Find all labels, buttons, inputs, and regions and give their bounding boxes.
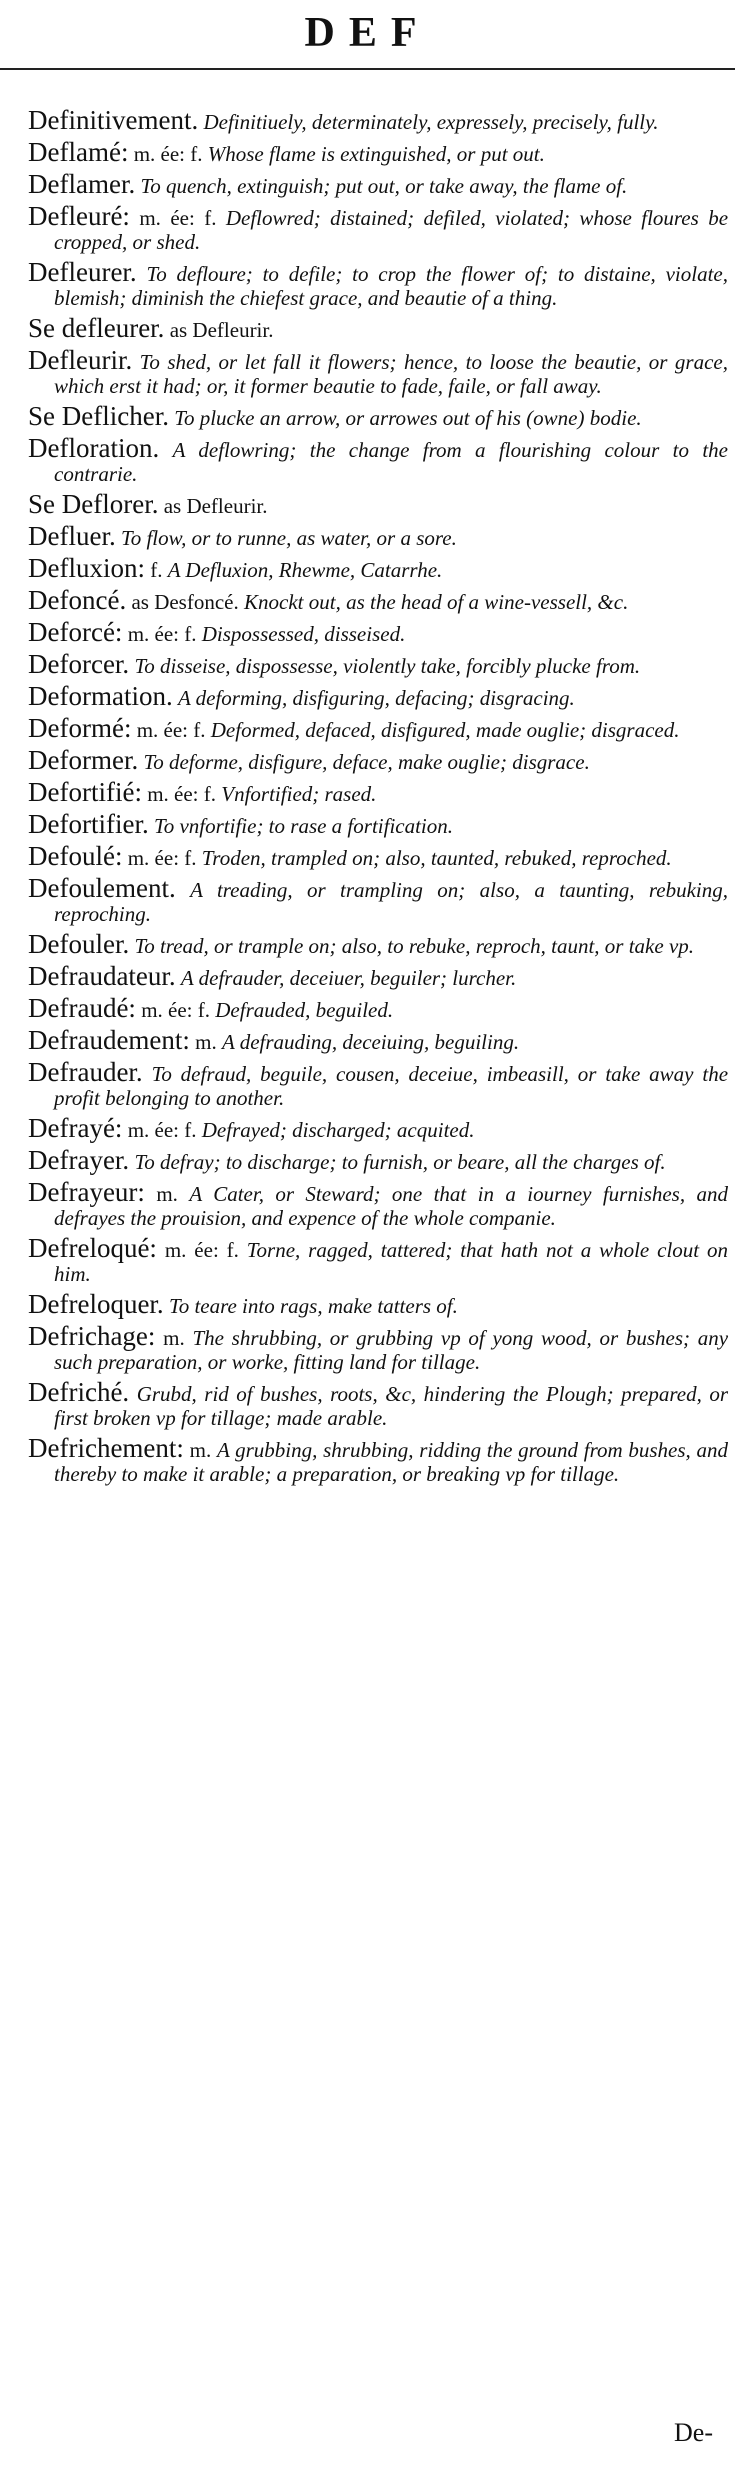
dictionary-entry (28, 521, 728, 551)
entry-grammar: as Defleurir. (163, 494, 268, 518)
dictionary-entry (28, 1145, 728, 1175)
entry-headword: Deformer. (28, 745, 139, 775)
entry-headword: Deformé: (28, 713, 132, 743)
entry-definition: A defrauder, deceiuer, beguiler; lurcher. (180, 966, 517, 990)
dictionary-entry (28, 1377, 728, 1430)
entry-headword: Defraudateur. (28, 961, 176, 991)
dictionary-entry (28, 1177, 729, 1230)
entry-headword: Defouler. (28, 929, 130, 959)
entry-grammar: m. (163, 1326, 185, 1350)
entry-grammar: f. (150, 558, 163, 582)
entry-definition: Torne, ragged, tattered; that hath not a whole clout on him. (54, 1238, 729, 1286)
entry-headword: Defleuré: (28, 201, 130, 231)
entry-definition: A deforming, disfiguring, defacing; disgracing. (177, 686, 575, 710)
entry-headword: Defrichement: (28, 1433, 184, 1463)
entry-definition: Troden, trampled on; also, taunted, rebuked, reproched. (201, 846, 672, 870)
entry-headword: Defluer. (28, 521, 116, 551)
entry-definition: To vnfortifie; to rase a fortification. (153, 814, 454, 838)
entry-definition: To defraud, beguile, cousen, deceiue, imbeasill, or take away the profit belonging to another. (54, 1062, 729, 1110)
entry-headword: Defortifier. (28, 809, 149, 839)
entry-definition: Vnfortified; rased. (221, 782, 377, 806)
entry-headword: Defleurir. (28, 345, 133, 375)
entry-headword: Definitivement. (28, 105, 199, 135)
dictionary-entry (28, 993, 728, 1023)
dictionary-entry (28, 809, 728, 839)
entry-definition: Defrayed; discharged; acquited. (201, 1118, 475, 1142)
entry-grammar: m. ée: f. (133, 142, 203, 166)
entry-grammar: m. (156, 1182, 178, 1206)
entry-definition: To defray; to discharge; to furnish, or beare, all the charges of. (134, 1150, 666, 1174)
entry-list (28, 105, 729, 1492)
dictionary-entry (28, 681, 728, 711)
entry-definition: Deflowred; distained; defiled, violated; whose floures be cropped, or shed. (54, 206, 729, 254)
dictionary-entry (28, 401, 728, 431)
entry-definition: A defrauding, deceiuing, beguiling. (222, 1030, 520, 1054)
dictionary-entry (28, 1233, 729, 1286)
entry-definition: Dispossessed, disseised. (201, 622, 406, 646)
dictionary-entry (28, 873, 729, 926)
dictionary-entry (28, 1025, 728, 1055)
entry-headword: Deflamé: (28, 137, 129, 167)
entry-grammar: m. ée: f. (136, 718, 206, 742)
entry-grammar: as Desfoncé. (131, 590, 239, 614)
entry-definition: To deforme, disfigure, deface, make ouglie; disgrace. (143, 750, 590, 774)
entry-definition: Grubd, rid of bushes, roots, &c, hindering the Plough; prepared, or first broken vp for tillage; made arable. (54, 1382, 728, 1430)
entry-grammar: m. ée: f. (141, 998, 210, 1022)
entry-grammar: m. ée: f. (139, 206, 217, 230)
entry-grammar: m. ée: f. (127, 846, 197, 870)
catchword: De- (674, 2418, 713, 2447)
entry-headword: Se defleurer. (28, 313, 165, 343)
entry-headword: Defraudement: (28, 1025, 190, 1055)
entry-definition: To flow, or to runne, as water, or a sore. (120, 526, 457, 550)
entry-definition: Deformed, defaced, disfigured, made ouglie; disgraced. (210, 718, 680, 742)
dictionary-entry (28, 257, 728, 310)
dictionary-entry (28, 201, 729, 254)
dictionary-entry (28, 1433, 729, 1486)
dictionary-entry (28, 929, 728, 959)
entry-definition: A grubbing, shrubbing, ridding the ground from bushes, and thereby to make it arable; a preparation, or breaking vp for tillage. (54, 1438, 729, 1486)
dictionary-entry (28, 553, 728, 583)
entry-headword: Defreloquer. (28, 1289, 164, 1319)
entry-headword: Defrayer. (28, 1145, 130, 1175)
dictionary-entry (28, 345, 728, 398)
entry-grammar: m. (189, 1438, 212, 1462)
entry-definition: Definitiuely, determinately, expressely, precisely, fully. (203, 110, 659, 134)
entry-headword: Defrayeur: (28, 1177, 145, 1207)
dictionary-entry (28, 617, 728, 647)
entry-grammar: m. (195, 1030, 217, 1054)
entry-definition: Defrauded, beguiled. (215, 998, 394, 1022)
dictionary-entry (28, 1321, 729, 1374)
entry-grammar: m. ée: f. (164, 1238, 239, 1262)
entry-headword: Defoulé: (28, 841, 123, 871)
entry-headword: Defoncé. (28, 585, 127, 615)
entry-headword: Defloration. (28, 433, 160, 463)
entry-headword: Defoulement. (28, 873, 176, 903)
entry-definition: To tread, or trample on; also, to rebuke, reproch, taunt, or take vp. (134, 934, 695, 958)
entry-definition: To quench, extinguish; put out, or take away, the flame of. (140, 174, 628, 198)
entry-headword: Defreloqué: (28, 1233, 157, 1263)
entry-definition: To disseise, dispossesse, violently take, forcibly plucke from. (134, 654, 641, 678)
dictionary-entry (28, 713, 728, 743)
entry-headword: Defrayé: (28, 1113, 123, 1143)
entry-headword: Defriché. (28, 1377, 130, 1407)
entry-definition: To shed, or let fall it flowers; hence, to loose the beautie, or grace, which erst it had; or, it former beautie to fade, faile, or fall away. (54, 350, 728, 398)
dictionary-entry (28, 137, 728, 167)
entry-headword: Defrauder. (28, 1057, 143, 1087)
dictionary-entry (28, 105, 728, 135)
dictionary-entry (28, 313, 728, 343)
entry-headword: Deforcé: (28, 617, 123, 647)
entry-definition: A treading, or trampling on; also, a taunting, rebuking, reproching. (54, 878, 729, 926)
dictionary-entry (28, 1113, 728, 1143)
entry-headword: Deflamer. (28, 169, 136, 199)
entry-headword: Defrichage: (28, 1321, 156, 1351)
entry-grammar: as Defleurir. (169, 318, 274, 342)
entry-definition: To teare into rags, make tatters of. (168, 1294, 458, 1318)
entry-grammar: m. ée: f. (147, 782, 217, 806)
dictionary-entry (28, 745, 728, 775)
entry-grammar: m. ée: f. (127, 622, 197, 646)
dictionary-entry (28, 489, 728, 519)
entry-definition: To plucke an arrow, or arrowes out of his (owne) bodie. (174, 406, 642, 430)
dictionary-entry (28, 777, 728, 807)
dictionary-entry (28, 585, 728, 615)
dictionary-entry (28, 841, 728, 871)
entry-headword: Defleurer. (28, 257, 137, 287)
entry-headword: Defraudé: (28, 993, 136, 1023)
entry-definition: Knockt out, as the head of a wine-vessell, &c. (244, 590, 629, 614)
entry-headword: Defluxion: (28, 553, 145, 583)
entry-definition: To defloure; to defile; to crop the flower of; to distaine, violate, blemish; diminish the chiefest grace, and beautie of a thing. (54, 262, 728, 310)
entry-definition: Whose flame is extinguished, or put out. (207, 142, 545, 166)
entry-headword: Deforcer. (28, 649, 130, 679)
entry-definition: A Cater, or Steward; one that in a iourney furnishes, and defrayes the prouision, and expence of the whole companie. (54, 1182, 729, 1230)
entry-definition: The shrubbing, or grubbing vp of yong wood, or bushes; any such preparation, or worke, fitting land for tillage. (54, 1326, 729, 1374)
entry-definition: A deflowring; the change from a flourishing colour to the contrarie. (54, 438, 729, 486)
dictionary-entry (28, 169, 728, 199)
dictionary-entry (28, 961, 728, 991)
dictionary-entry (28, 1289, 728, 1319)
dictionary-entry (28, 649, 728, 679)
entry-headword: Defortifié: (28, 777, 142, 807)
dictionary-entry (28, 1057, 729, 1110)
entry-headword: Se Deflicher. (28, 401, 169, 431)
entry-definition: A Defluxion, Rhewme, Catarrhe. (167, 558, 443, 582)
entry-headword: Deformation. (28, 681, 173, 711)
running-head: DEF (304, 10, 431, 56)
entry-headword: Se Deflorer. (28, 489, 159, 519)
dictionary-entry (28, 433, 729, 486)
entry-grammar: m. ée: f. (127, 1118, 197, 1142)
header-rule (0, 68, 735, 70)
